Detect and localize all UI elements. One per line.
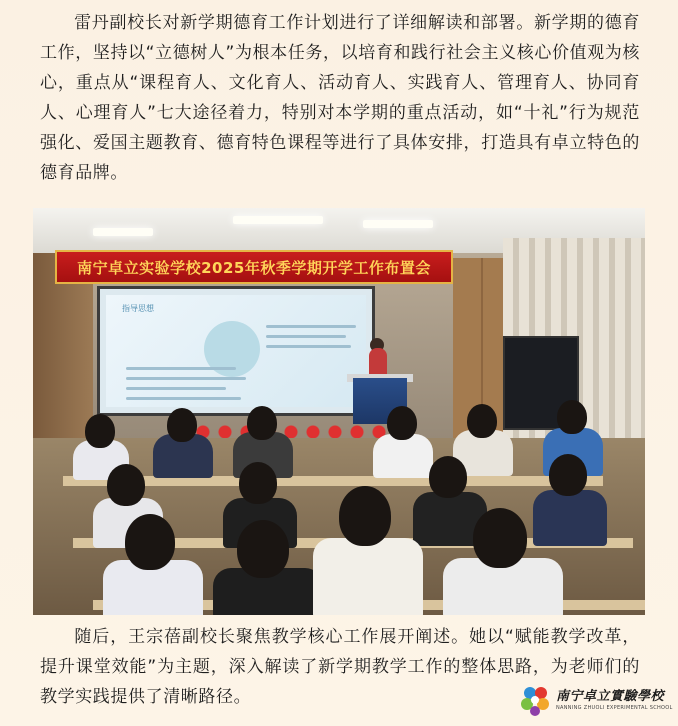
audience-head bbox=[473, 508, 527, 568]
screen-text-line bbox=[266, 325, 356, 328]
meeting-banner bbox=[55, 250, 453, 284]
screen-title: 指导思想 bbox=[122, 304, 154, 313]
audience-head bbox=[339, 486, 391, 546]
audience-head bbox=[429, 456, 467, 498]
audience-head bbox=[247, 406, 277, 440]
audience-head bbox=[125, 514, 175, 570]
audience-head bbox=[85, 414, 115, 448]
ceiling-light bbox=[93, 228, 153, 236]
audience-head bbox=[167, 408, 197, 442]
paragraph-1-text: 雷丹副校长对新学期德育工作计划进行了详细解读和部署。新学期的德育工作，坚持以“立德树人”为根本任务，以培育和践行社会主义核心价值观为核心，重点从“课程育人、文化育人、活动育人、实践育人、管理育人、协同育人、心理育人”七大途径着力，特别对本学期的重点活动，如“十礼”行为规范强化、爱国主题教育、德育特色课程等进行了具体安排，打造具有卓立特色的德育品牌。 bbox=[40, 13, 640, 183]
audience-head bbox=[239, 462, 277, 504]
article-paragraph-1 bbox=[40, 8, 640, 188]
ceiling-light bbox=[363, 220, 433, 228]
banner-text: 南宁卓立实验学校2025年秋季学期开学工作布置会 bbox=[77, 258, 431, 277]
logo-name-cn: 南宁卓立實驗學校 bbox=[556, 689, 665, 704]
paragraph-2-text: 随后，王宗蓓副校长聚焦教学核心工作展开阐述。她以“赋能教学改革，提升课堂效能”为主题，深入解读了新学期教学工作的整体思路，为老师们的教学实践提供了清晰路径。 bbox=[40, 627, 640, 707]
screen-text-line bbox=[266, 335, 346, 338]
screen-content bbox=[106, 295, 366, 407]
audience-head bbox=[549, 454, 587, 496]
school-emblem-icon bbox=[518, 683, 552, 717]
audience-head bbox=[557, 400, 587, 434]
screen-text-line bbox=[266, 345, 351, 348]
ceiling-light bbox=[233, 216, 323, 224]
meeting-photo bbox=[33, 208, 645, 615]
audience-head bbox=[237, 520, 289, 578]
audience-member bbox=[373, 434, 433, 478]
school-logo bbox=[518, 683, 674, 721]
audience-head bbox=[467, 404, 497, 438]
audience-member bbox=[313, 538, 423, 615]
screen-text-line bbox=[126, 387, 226, 390]
audience-head bbox=[107, 464, 145, 506]
screen-text-line bbox=[126, 367, 236, 370]
logo-name-en: NANNING ZHUOLI EXPERIMENTAL SCHOOL bbox=[556, 705, 673, 711]
screen-text-line bbox=[126, 397, 241, 400]
audience-head bbox=[387, 406, 417, 440]
audience-member bbox=[533, 490, 607, 546]
screen-text-line bbox=[126, 377, 246, 380]
projection-screen bbox=[97, 286, 375, 416]
